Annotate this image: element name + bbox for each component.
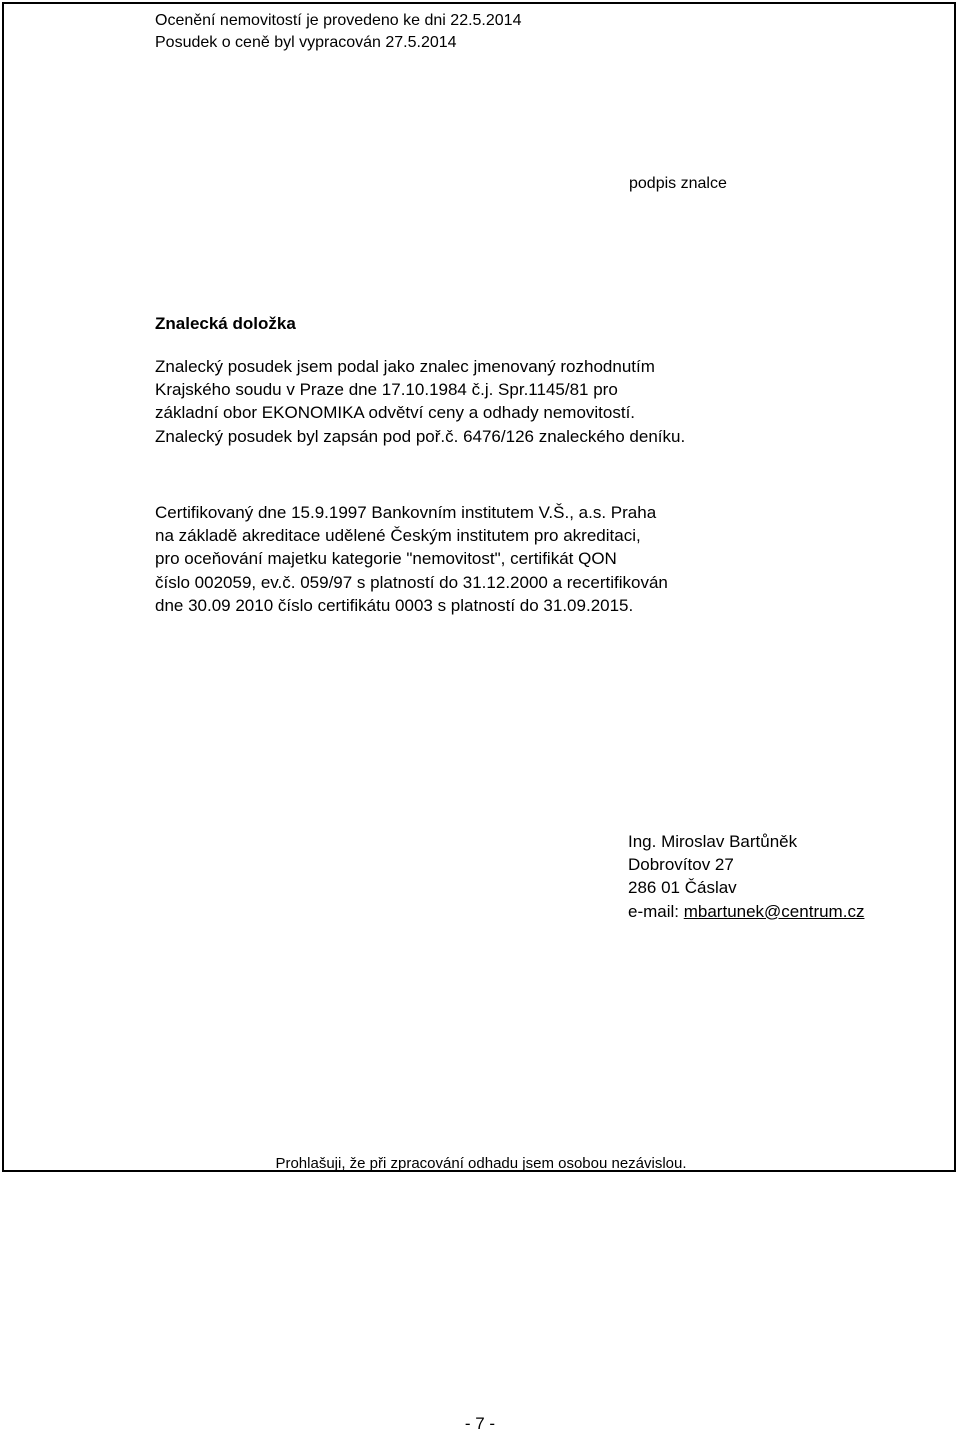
signature-label: podpis znalce bbox=[629, 175, 727, 192]
contact-email-row bbox=[628, 900, 864, 923]
clause-line: Znalecký posudek byl zapsán pod poř.č. 6476/126 znaleckého deníku. bbox=[155, 426, 686, 446]
certification-line: pro oceňování majetku kategorie "nemovitost", certifikát QON bbox=[155, 549, 617, 569]
certification-line: číslo 002059, ev.č. 059/97 s platností do 31.12.2000 a recertifikován bbox=[155, 572, 668, 592]
certification-line: na základě akreditace udělené Českým institutem pro akreditaci, bbox=[155, 526, 641, 546]
clause-line: Krajského soudu v Praze dne 17.10.1984 č.j. Spr.1145/81 pro bbox=[155, 380, 618, 400]
valuation-date-line: Ocenění nemovitostí je provedeno ke dni 22.5.2014 bbox=[155, 12, 522, 29]
certification-text bbox=[155, 501, 668, 617]
page-number: - 7 - bbox=[464, 1414, 496, 1433]
email-link[interactable]: mbartunek@centrum.cz bbox=[683, 901, 865, 921]
clause-title: Znalecká doložka bbox=[155, 314, 296, 333]
report-date-line: Posudek o ceně byl vypracován 27.5.2014 bbox=[155, 34, 457, 51]
independence-declaration: Prohlašuji, že při zpracování odhadu jsem osobou nezávislou. bbox=[275, 1155, 687, 1172]
clause-text bbox=[155, 355, 685, 448]
clause-line: Znalecký posudek jsem podal jako znalec jmenovaný rozhodnutím bbox=[155, 357, 655, 376]
certification-line: dne 30.09 2010 číslo certifikátu 0003 s platností do 31.09.2015. bbox=[155, 595, 634, 615]
contact-city: 286 01 Čáslav bbox=[628, 878, 737, 898]
contact-block bbox=[628, 830, 864, 923]
email-label: e-mail: bbox=[628, 901, 684, 921]
certification-line: Certifikovaný dne 15.9.1997 Bankovním institutem V.Š., a.s. Praha bbox=[155, 503, 657, 522]
clause-line: základní obor EKONOMIKA odvětví ceny a odhady nemovitostí. bbox=[155, 403, 636, 423]
contact-name: Ing. Miroslav Bartůněk bbox=[628, 832, 798, 851]
contact-street: Dobrovítov 27 bbox=[628, 855, 734, 875]
